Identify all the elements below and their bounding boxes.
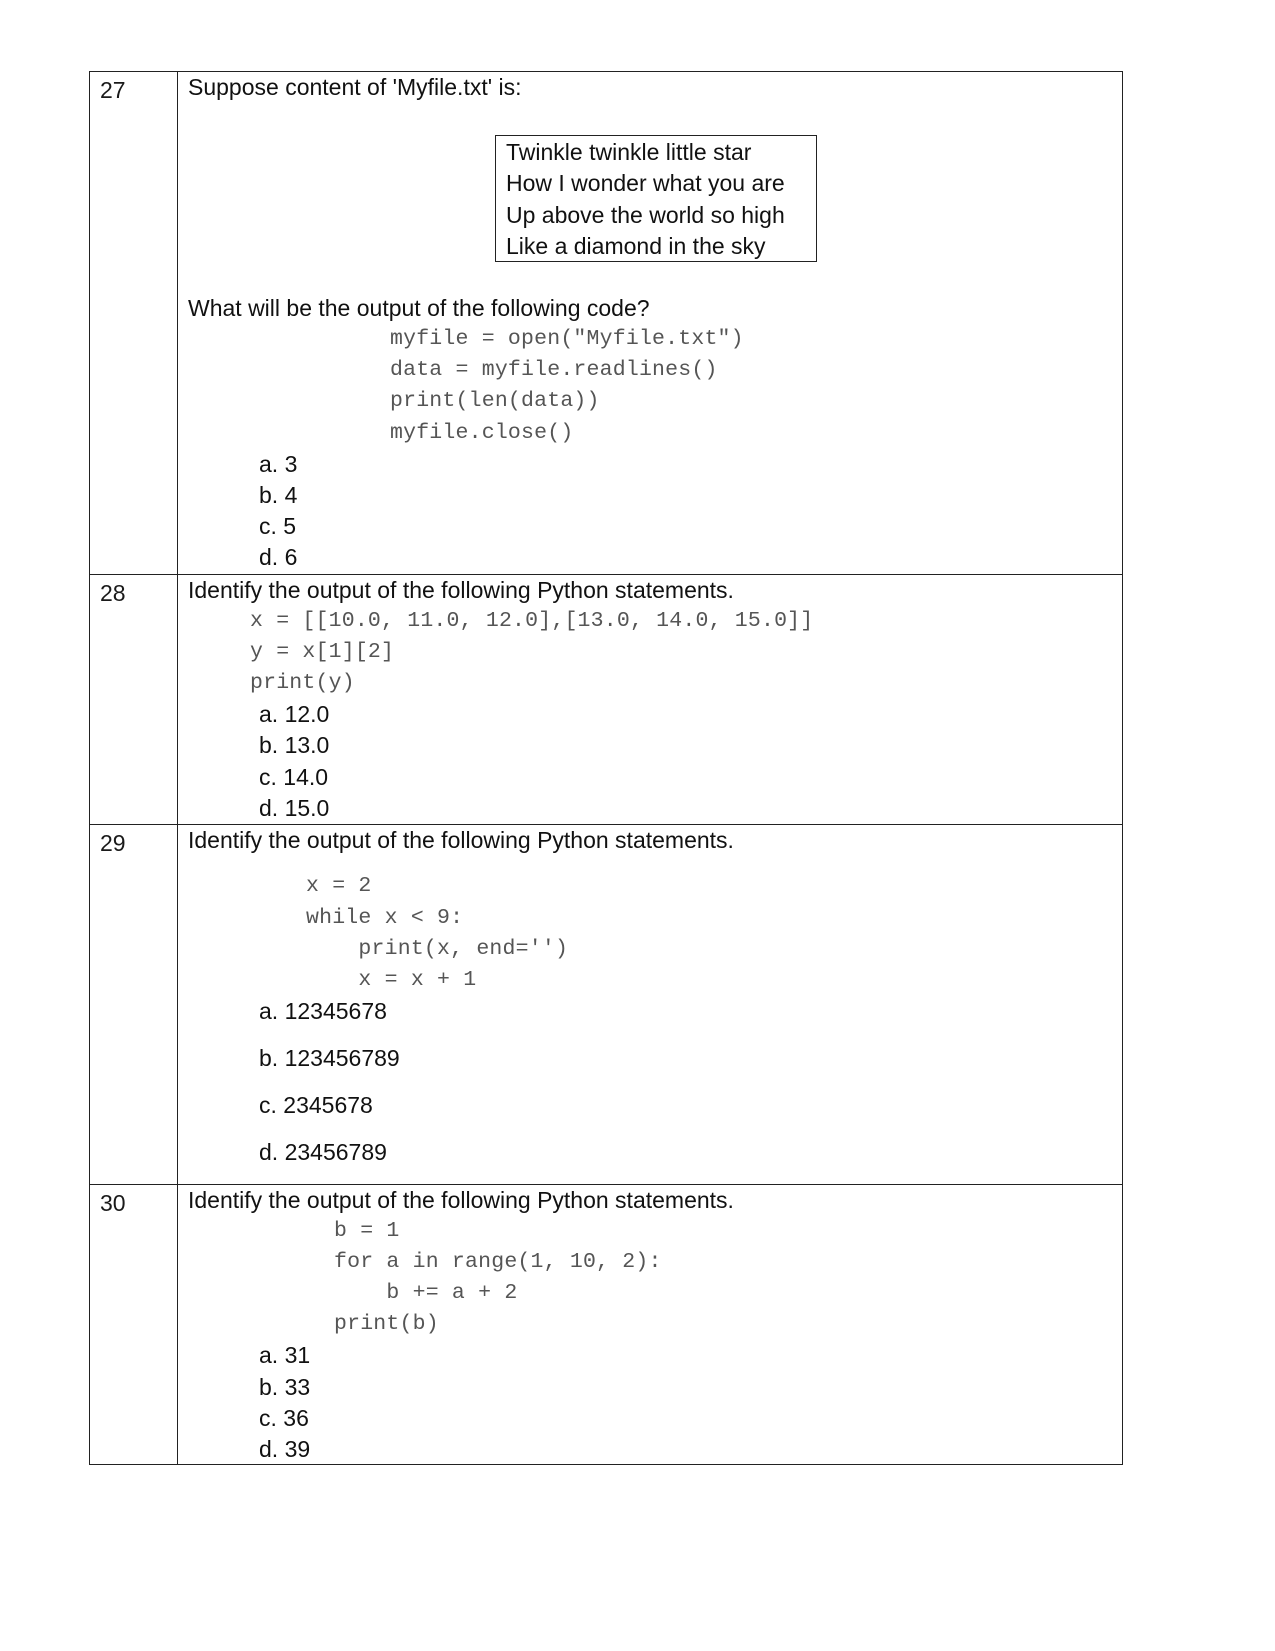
code-line: myfile = open("Myfile.txt"): [390, 327, 744, 351]
question-body: [178, 1185, 1123, 1465]
answer-option: d. 15.0: [259, 795, 330, 821]
code-line: x = x + 1: [306, 968, 477, 992]
code-line: for a in range(1, 10, 2):: [334, 1250, 662, 1274]
question-body: [178, 575, 1123, 825]
file-content-box: [495, 135, 817, 262]
code-line: while x < 9:: [306, 906, 464, 930]
question-row-30: [90, 1185, 1123, 1465]
answer-option: d. 6: [259, 544, 298, 570]
question-number: 29: [90, 825, 178, 1185]
code-line: myfile.close(): [390, 421, 574, 445]
questions-table: [89, 71, 1123, 1465]
file-line: Like a diamond in the sky: [506, 232, 766, 259]
answer-option: a. 12.0: [259, 701, 330, 727]
answer-option: c. 36: [259, 1405, 309, 1431]
file-line: Twinkle twinkle little star: [506, 139, 752, 165]
answer-option: b. 123456789: [259, 1045, 400, 1071]
question-subprompt: What will be the output of the following code?: [188, 295, 650, 321]
answer-option: b. 13.0: [259, 732, 330, 758]
code-line: data = myfile.readlines(): [390, 358, 718, 382]
question-body: [178, 825, 1123, 1185]
code-line: y = x[1][2]: [250, 640, 395, 664]
answer-option: b. 33: [259, 1374, 311, 1400]
question-row-27: [90, 72, 1123, 575]
question-body: [178, 72, 1123, 575]
question-prompt: Identify the output of the following Python statements.: [188, 827, 734, 853]
answer-option: a. 12345678: [259, 998, 387, 1024]
answer-option: a. 31: [259, 1342, 311, 1368]
question-number: 28: [90, 575, 178, 825]
code-line: print(b): [334, 1312, 439, 1336]
answer-option: d. 23456789: [259, 1139, 387, 1165]
question-prompt: Suppose content of 'Myfile.txt' is:: [188, 74, 522, 100]
question-row-28: [90, 575, 1123, 825]
code-line: x = 2: [306, 874, 372, 898]
question-number: 30: [90, 1185, 178, 1465]
file-line: How I wonder what you are: [506, 170, 785, 197]
code-line: b += a + 2: [334, 1281, 518, 1305]
file-line: Up above the world so high: [506, 201, 785, 228]
question-prompt: Identify the output of the following Python statements.: [188, 577, 734, 603]
code-line: print(len(data)): [390, 389, 600, 413]
answer-option: c. 2345678: [259, 1092, 373, 1118]
question-row-29: [90, 825, 1123, 1185]
question-number: 27: [90, 72, 178, 575]
answer-option: c. 14.0: [259, 764, 329, 790]
answer-option: a. 3: [259, 451, 298, 477]
code-line: print(y): [250, 671, 355, 695]
code-line: b = 1: [334, 1219, 400, 1243]
answer-option: b. 4: [259, 482, 298, 508]
code-line: print(x, end=''): [306, 937, 569, 961]
question-prompt: Identify the output of the following Python statements.: [188, 1187, 734, 1213]
code-line: x = [[10.0, 11.0, 12.0],[13.0, 14.0, 15.0]]: [250, 609, 814, 633]
answer-option: d. 39: [259, 1436, 311, 1462]
answer-option: c. 5: [259, 513, 297, 539]
